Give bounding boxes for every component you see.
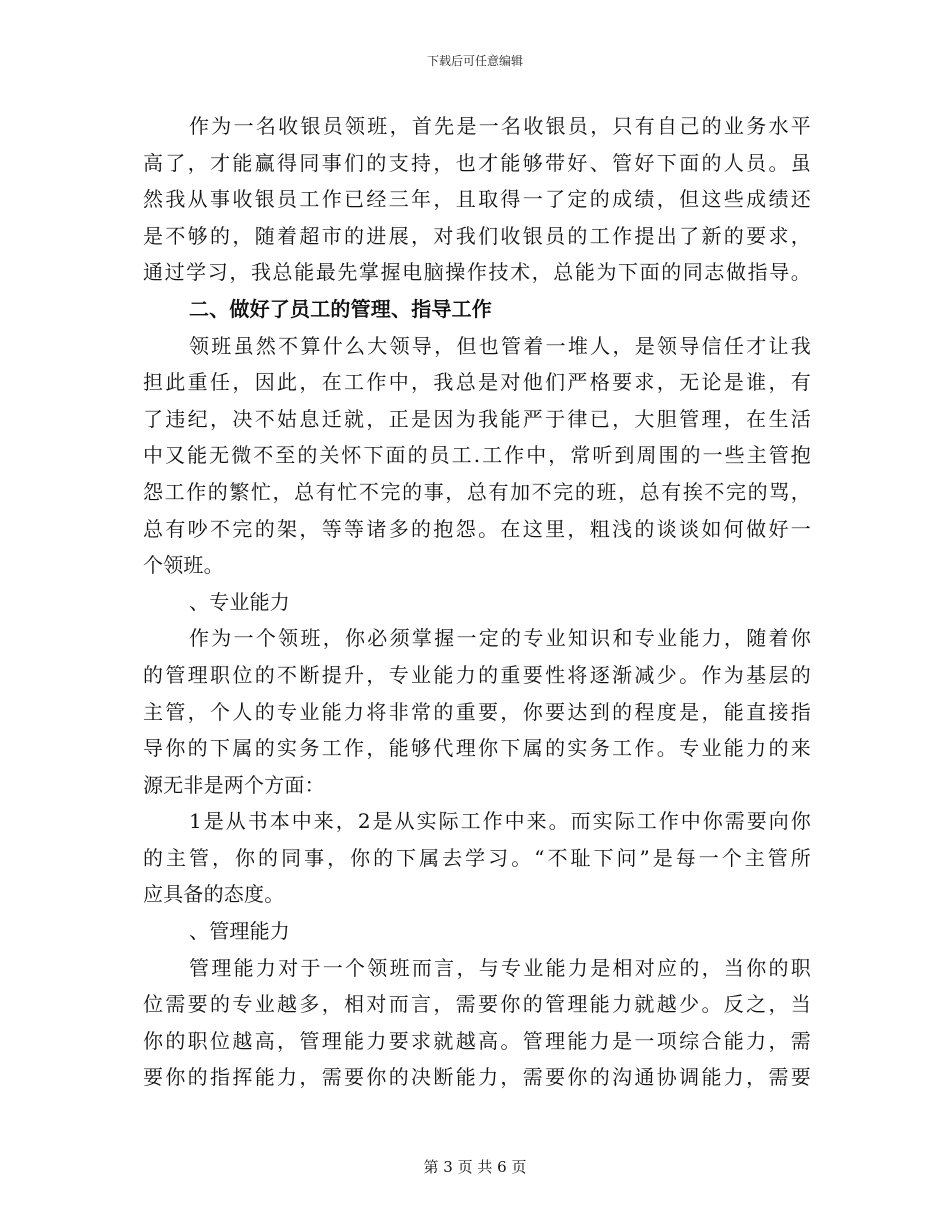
paragraph-line: 的主管，你的同事，你的下属去学习。“不耻下问”是每一个主管所 bbox=[143, 845, 811, 870]
paragraph-line: 你的职位越高，管理能力要求就越高。管理能力是一项综合能力，需 bbox=[143, 1028, 811, 1053]
paragraph-line: 领班虽然不算什么大领导，但也管着一堆人，是领导信任才让我 bbox=[189, 333, 811, 358]
paragraph-line: 的管理职位的不断提升，专业能力的重要性将逐渐减少。作为基层的 bbox=[143, 662, 811, 687]
paragraph-line: 了违纪，决不姑息迁就，正是因为我能严于律已，大胆管理，在生活 bbox=[143, 406, 811, 431]
paragraph-line: 通过学习，我总能最先掌握电脑操作技术，总能为下面的同志做指导。 bbox=[143, 260, 811, 285]
paragraph-line: 管理能力对于一个领班而言，与专业能力是相对应的，当你的职 bbox=[189, 955, 811, 980]
subsection-heading: 、专业能力 bbox=[189, 589, 290, 614]
paragraph-line: 作为一名收银员领班，首先是一名收银员，只有自己的业务水平 bbox=[189, 114, 811, 138]
paragraph-line: 导你的下属的实务工作，能够代理你下属的实务工作。专业能力的来 bbox=[143, 736, 811, 761]
paragraph-line: 应具备的态度。 bbox=[143, 882, 285, 907]
subsection-heading: 、管理能力 bbox=[189, 919, 290, 944]
paragraph-line: 高了，才能赢得同事们的支持，也才能够带好、管好下面的人员。虽 bbox=[143, 150, 811, 175]
paragraph-line: 总有吵不完的架，等等诸多的抱怨。在这里，粗浅的谈谈如何做好一 bbox=[143, 516, 811, 541]
paragraph-line: 主管，个人的专业能力将非常的重要，你要达到的程度是，能直接指 bbox=[143, 699, 811, 724]
paragraph-line: 担此重任，因此，在工作中，我总是对他们严格要求，无论是谁，有 bbox=[143, 370, 811, 395]
page-header-note: 下载后可任意编辑 bbox=[426, 54, 523, 68]
document-body bbox=[143, 108, 811, 1096]
paragraph-line: 中又能无微不至的关怀下面的员工.工作中，常听到周围的一些主管抱 bbox=[143, 443, 811, 468]
paragraph-line: 怨工作的繁忙，总有忙不完的事，总有加不完的班，总有挨不完的骂， bbox=[143, 479, 811, 504]
paragraph-line: 个领班。 bbox=[143, 553, 224, 578]
paragraph-line: 然我从事收银员工作已经三年，且取得一了定的成绩，但这些成绩还 bbox=[143, 187, 811, 212]
paragraph-line: 源无非是两个方面： bbox=[143, 772, 325, 797]
page-number: 第 3 页 共 6 页 bbox=[423, 1158, 527, 1176]
paragraph-line: 要你的指挥能力，需要你的决断能力，需要你的沟通协调能力，需要 bbox=[143, 1065, 811, 1090]
paragraph-line: 作为一个领班，你必须掌握一定的专业知识和专业能力，随着你 bbox=[189, 626, 811, 651]
section-heading: 二、做好了员工的管理、指导工作 bbox=[189, 296, 492, 321]
paragraph-line: 是不够的，随着超市的进展，对我们收银员的工作提出了新的要求， bbox=[143, 223, 811, 248]
paragraph-line: 1是从书本中来，2是从实际工作中来。而实际工作中你需要向你 bbox=[189, 809, 811, 834]
paragraph-line: 位需要的专业越多，相对而言，需要你的管理能力就越少。反之，当 bbox=[143, 992, 811, 1017]
